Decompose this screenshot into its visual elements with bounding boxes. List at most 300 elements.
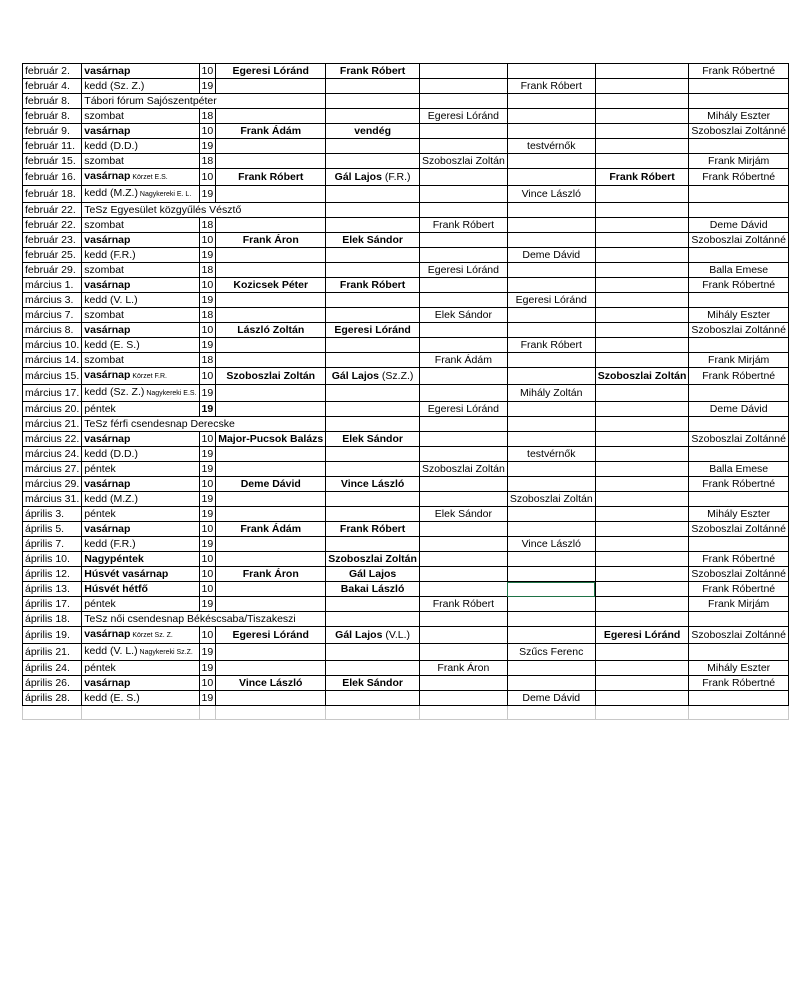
cell-date[interactable]: február 15.	[23, 154, 82, 169]
cell-day[interactable]	[82, 278, 199, 293]
cell-preacher[interactable]	[216, 169, 326, 186]
cell-col-6[interactable]	[507, 263, 595, 278]
cell-col-8[interactable]	[689, 492, 789, 507]
cell-preacher[interactable]	[216, 323, 326, 338]
cell-col-5[interactable]	[419, 94, 507, 109]
cell-day[interactable]	[82, 612, 326, 627]
cell-col-7[interactable]	[595, 432, 689, 447]
cell-col-7[interactable]	[595, 661, 689, 676]
cell-day[interactable]	[82, 233, 199, 248]
cell-day[interactable]	[82, 417, 326, 432]
cell-col-5[interactable]: Frank Áron	[419, 661, 507, 676]
cell-col-7[interactable]	[595, 218, 689, 233]
cell-col-5[interactable]: Elek Sándor	[419, 507, 507, 522]
cell-preacher[interactable]	[216, 567, 326, 582]
cell-col-6[interactable]: testvérnők	[507, 139, 595, 154]
cell-preacher[interactable]	[216, 385, 326, 402]
cell-preacher[interactable]	[216, 582, 326, 597]
cell-col-5[interactable]: Egeresi Lóránd	[419, 109, 507, 124]
cell-date[interactable]: március 31.	[23, 492, 82, 507]
cell-col-8[interactable]	[689, 248, 789, 263]
cell-time[interactable]: 19	[199, 447, 216, 462]
cell-time[interactable]: 18	[199, 308, 216, 323]
cell-col-6[interactable]	[507, 552, 595, 567]
cell-time[interactable]: 10	[199, 552, 216, 567]
cell-preacher[interactable]	[216, 676, 326, 691]
cell-day[interactable]	[82, 308, 199, 323]
cell-col-6[interactable]	[507, 64, 595, 79]
cell-liturgist[interactable]	[326, 169, 420, 186]
cell-day[interactable]	[82, 597, 199, 612]
cell-col-6[interactable]	[507, 278, 595, 293]
cell-preacher[interactable]	[216, 293, 326, 308]
cell-date[interactable]: április 12.	[23, 567, 82, 582]
cell-day[interactable]	[82, 218, 199, 233]
cell-col-5[interactable]: Egeresi Lóránd	[419, 263, 507, 278]
cell-preacher[interactable]	[216, 432, 326, 447]
cell-liturgist[interactable]	[326, 492, 420, 507]
cell-col-5[interactable]	[419, 169, 507, 186]
cell-col-8[interactable]	[689, 338, 789, 353]
cell-col-5[interactable]: Frank Róbert	[419, 597, 507, 612]
cell-col-6[interactable]	[507, 169, 595, 186]
cell-col-6[interactable]	[507, 477, 595, 492]
cell-preacher[interactable]	[216, 308, 326, 323]
cell-time[interactable]: 10	[199, 169, 216, 186]
cell-time[interactable]	[199, 402, 216, 417]
cell-day[interactable]	[82, 492, 199, 507]
cell-col-8[interactable]	[689, 691, 789, 706]
cell-liturgist[interactable]	[326, 567, 420, 582]
cell-liturgist[interactable]	[326, 338, 420, 353]
cell-col-6[interactable]	[507, 676, 595, 691]
cell-col-7[interactable]	[595, 507, 689, 522]
cell-date[interactable]: április 28.	[23, 691, 82, 706]
cell-day[interactable]	[82, 186, 199, 203]
cell-liturgist[interactable]	[326, 385, 420, 402]
cell-col-7[interactable]	[595, 109, 689, 124]
cell-col-8[interactable]: Frank Róbertné	[689, 676, 789, 691]
cell-col-8[interactable]: Frank Mirjám	[689, 597, 789, 612]
cell-col-5[interactable]	[419, 477, 507, 492]
cell-preacher[interactable]	[216, 233, 326, 248]
cell-date[interactable]: március 3.	[23, 293, 82, 308]
cell-col-6[interactable]	[507, 582, 595, 597]
cell-col-5[interactable]	[419, 278, 507, 293]
cell-liturgist[interactable]	[326, 263, 420, 278]
cell-col-6[interactable]: Egeresi Lóránd	[507, 293, 595, 308]
cell-col-6[interactable]	[507, 507, 595, 522]
cell-liturgist[interactable]	[326, 402, 420, 417]
cell-time[interactable]: 18	[199, 353, 216, 368]
cell-col-8[interactable]: Frank Róbertné	[689, 64, 789, 79]
cell-col-8[interactable]: Mihály Eszter	[689, 109, 789, 124]
cell-col-5[interactable]	[419, 552, 507, 567]
cell-col-6[interactable]	[507, 627, 595, 644]
cell-time[interactable]: 19	[199, 79, 216, 94]
cell-day[interactable]	[82, 385, 199, 402]
cell-col-8[interactable]: Szoboszlai Zoltánné	[689, 233, 789, 248]
cell-col-7[interactable]	[595, 124, 689, 139]
cell-preacher[interactable]	[216, 368, 326, 385]
cell-date[interactable]: február 2.	[23, 64, 82, 79]
cell-col-7[interactable]	[595, 477, 689, 492]
cell-col-7[interactable]	[595, 368, 689, 385]
cell-col-7[interactable]	[595, 169, 689, 186]
cell-time[interactable]: 10	[199, 582, 216, 597]
cell-day[interactable]	[82, 109, 199, 124]
cell-preacher[interactable]	[216, 278, 326, 293]
cell-col-8[interactable]	[689, 94, 789, 109]
cell-date[interactable]: február 25.	[23, 248, 82, 263]
cell-liturgist[interactable]	[326, 353, 420, 368]
cell-col-6[interactable]	[507, 462, 595, 477]
cell-liturgist[interactable]	[326, 203, 420, 218]
cell-day[interactable]	[82, 169, 199, 186]
cell-time[interactable]: 10	[199, 676, 216, 691]
cell-col-7[interactable]	[595, 353, 689, 368]
cell-time[interactable]: 19	[199, 293, 216, 308]
cell-col-7[interactable]	[595, 186, 689, 203]
cell-col-5[interactable]	[419, 567, 507, 582]
cell-day[interactable]	[82, 338, 199, 353]
cell-col-5[interactable]	[419, 338, 507, 353]
cell-date[interactable]: március 29.	[23, 477, 82, 492]
cell-col-6[interactable]	[507, 353, 595, 368]
cell-time[interactable]: 19	[199, 462, 216, 477]
cell-col-6[interactable]	[507, 567, 595, 582]
cell-col-5[interactable]: Szoboszlai Zoltán	[419, 154, 507, 169]
cell-liturgist[interactable]	[326, 507, 420, 522]
cell-col-5[interactable]	[419, 385, 507, 402]
cell-col-5[interactable]: Elek Sándor	[419, 308, 507, 323]
cell-time[interactable]: 19	[199, 338, 216, 353]
cell-col-8[interactable]: Frank Róbertné	[689, 477, 789, 492]
cell-day[interactable]	[82, 432, 199, 447]
cell-date[interactable]: március 21.	[23, 417, 82, 432]
cell-col-6[interactable]	[507, 233, 595, 248]
cell-col-5[interactable]	[419, 203, 507, 218]
cell-time[interactable]: 10	[199, 278, 216, 293]
cell-col-6[interactable]	[507, 402, 595, 417]
cell-col-6[interactable]	[507, 308, 595, 323]
cell-preacher[interactable]	[216, 644, 326, 661]
empty-cell[interactable]	[23, 706, 82, 720]
cell-col-6[interactable]: Frank Róbert	[507, 338, 595, 353]
cell-liturgist[interactable]	[326, 522, 420, 537]
cell-col-7[interactable]	[595, 139, 689, 154]
cell-preacher[interactable]	[216, 597, 326, 612]
cell-day[interactable]	[82, 64, 199, 79]
cell-liturgist[interactable]	[326, 644, 420, 661]
cell-liturgist[interactable]	[326, 154, 420, 169]
cell-col-5[interactable]	[419, 432, 507, 447]
empty-cell[interactable]	[199, 706, 216, 720]
cell-date[interactable]: február 8.	[23, 109, 82, 124]
cell-date[interactable]: március 14.	[23, 353, 82, 368]
cell-col-5[interactable]	[419, 691, 507, 706]
cell-liturgist[interactable]	[326, 278, 420, 293]
cell-liturgist[interactable]	[326, 612, 420, 627]
cell-date[interactable]: március 8.	[23, 323, 82, 338]
cell-preacher[interactable]	[216, 552, 326, 567]
cell-liturgist[interactable]	[326, 552, 420, 567]
cell-col-7[interactable]	[595, 338, 689, 353]
cell-col-7[interactable]	[595, 582, 689, 597]
cell-liturgist[interactable]	[326, 661, 420, 676]
cell-col-8[interactable]: Frank Róbertné	[689, 278, 789, 293]
cell-preacher[interactable]	[216, 353, 326, 368]
empty-cell[interactable]	[507, 706, 595, 720]
cell-time[interactable]: 19	[199, 492, 216, 507]
cell-day[interactable]	[82, 293, 199, 308]
cell-preacher[interactable]	[216, 462, 326, 477]
cell-date[interactable]: február 18.	[23, 186, 82, 203]
cell-col-8[interactable]: Frank Róbertné	[689, 582, 789, 597]
cell-liturgist[interactable]	[326, 432, 420, 447]
cell-liturgist[interactable]	[326, 308, 420, 323]
cell-col-5[interactable]	[419, 248, 507, 263]
cell-time[interactable]: 19	[199, 691, 216, 706]
empty-cell[interactable]	[326, 706, 420, 720]
cell-date[interactable]: április 7.	[23, 537, 82, 552]
empty-cell[interactable]	[216, 706, 326, 720]
cell-time[interactable]: 10	[199, 323, 216, 338]
cell-day[interactable]	[82, 507, 199, 522]
cell-col-6[interactable]	[507, 432, 595, 447]
cell-date[interactable]: február 4.	[23, 79, 82, 94]
cell-preacher[interactable]	[216, 402, 326, 417]
cell-time[interactable]: 18	[199, 109, 216, 124]
cell-day[interactable]	[82, 368, 199, 385]
cell-col-7[interactable]	[595, 691, 689, 706]
cell-col-6[interactable]: testvérnők	[507, 447, 595, 462]
cell-col-6[interactable]	[507, 124, 595, 139]
cell-date[interactable]: március 7.	[23, 308, 82, 323]
cell-preacher[interactable]	[216, 447, 326, 462]
cell-col-7[interactable]	[595, 278, 689, 293]
cell-col-8[interactable]: Szoboszlai Zoltánné	[689, 567, 789, 582]
cell-preacher[interactable]	[216, 627, 326, 644]
cell-liturgist[interactable]	[326, 64, 420, 79]
cell-col-7[interactable]	[595, 492, 689, 507]
cell-col-6[interactable]	[507, 417, 595, 432]
cell-liturgist[interactable]	[326, 368, 420, 385]
cell-date[interactable]: április 17.	[23, 597, 82, 612]
cell-col-6[interactable]: Szűcs Ferenc	[507, 644, 595, 661]
cell-col-7[interactable]	[595, 293, 689, 308]
cell-date[interactable]: február 29.	[23, 263, 82, 278]
cell-preacher[interactable]	[216, 139, 326, 154]
cell-liturgist[interactable]	[326, 139, 420, 154]
cell-preacher[interactable]	[216, 248, 326, 263]
cell-col-5[interactable]	[419, 644, 507, 661]
cell-time[interactable]: 10	[199, 477, 216, 492]
cell-preacher[interactable]	[216, 522, 326, 537]
cell-col-8[interactable]	[689, 139, 789, 154]
cell-col-8[interactable]: Szoboszlai Zoltánné	[689, 432, 789, 447]
cell-col-7[interactable]	[595, 462, 689, 477]
cell-col-5[interactable]	[419, 293, 507, 308]
cell-time[interactable]: 19	[199, 661, 216, 676]
cell-col-8[interactable]	[689, 612, 789, 627]
cell-col-6[interactable]	[507, 94, 595, 109]
cell-day[interactable]	[82, 323, 199, 338]
cell-day[interactable]	[82, 537, 199, 552]
cell-time[interactable]: 10	[199, 432, 216, 447]
cell-preacher[interactable]	[216, 507, 326, 522]
cell-preacher[interactable]	[216, 477, 326, 492]
cell-date[interactable]: március 15.	[23, 368, 82, 385]
cell-preacher[interactable]	[216, 64, 326, 79]
cell-liturgist[interactable]	[326, 94, 420, 109]
cell-col-8[interactable]: Frank Róbertné	[689, 368, 789, 385]
cell-time[interactable]: 19	[199, 186, 216, 203]
cell-col-5[interactable]	[419, 368, 507, 385]
cell-date[interactable]: április 13.	[23, 582, 82, 597]
cell-col-5[interactable]	[419, 124, 507, 139]
cell-col-7[interactable]	[595, 94, 689, 109]
cell-day[interactable]	[82, 627, 199, 644]
cell-col-6[interactable]	[507, 368, 595, 385]
cell-day[interactable]	[82, 353, 199, 368]
cell-date[interactable]: február 16.	[23, 169, 82, 186]
cell-col-8[interactable]: Frank Mirjám	[689, 154, 789, 169]
cell-liturgist[interactable]	[326, 462, 420, 477]
cell-preacher[interactable]	[216, 186, 326, 203]
cell-col-7[interactable]	[595, 248, 689, 263]
cell-time[interactable]: 19	[199, 385, 216, 402]
cell-liturgist[interactable]	[326, 186, 420, 203]
cell-col-5[interactable]	[419, 612, 507, 627]
cell-day[interactable]	[82, 447, 199, 462]
cell-col-5[interactable]	[419, 522, 507, 537]
cell-date[interactable]: március 20.	[23, 402, 82, 417]
cell-time[interactable]: 10	[199, 233, 216, 248]
cell-date[interactable]: április 18.	[23, 612, 82, 627]
cell-col-8[interactable]: Mihály Eszter	[689, 308, 789, 323]
cell-col-5[interactable]: Frank Ádám	[419, 353, 507, 368]
cell-date[interactable]: április 21.	[23, 644, 82, 661]
cell-time[interactable]: 19	[199, 537, 216, 552]
cell-col-5[interactable]	[419, 233, 507, 248]
cell-col-8[interactable]: Deme Dávid	[689, 218, 789, 233]
cell-col-6[interactable]	[507, 522, 595, 537]
cell-col-6[interactable]: Frank Róbert	[507, 79, 595, 94]
cell-col-6[interactable]	[507, 203, 595, 218]
cell-col-7[interactable]	[595, 522, 689, 537]
cell-date[interactable]: március 27.	[23, 462, 82, 477]
cell-day[interactable]	[82, 203, 326, 218]
cell-liturgist[interactable]	[326, 417, 420, 432]
cell-time[interactable]: 19	[199, 644, 216, 661]
cell-day[interactable]	[82, 522, 199, 537]
cell-date[interactable]: április 26.	[23, 676, 82, 691]
cell-col-7[interactable]	[595, 612, 689, 627]
cell-col-8[interactable]: Deme Dávid	[689, 402, 789, 417]
cell-liturgist[interactable]	[326, 447, 420, 462]
cell-col-8[interactable]	[689, 203, 789, 218]
cell-col-5[interactable]	[419, 139, 507, 154]
cell-liturgist[interactable]	[326, 79, 420, 94]
cell-col-7[interactable]	[595, 233, 689, 248]
cell-col-7[interactable]	[595, 203, 689, 218]
cell-preacher[interactable]	[216, 691, 326, 706]
cell-preacher[interactable]	[216, 79, 326, 94]
cell-col-7[interactable]	[595, 537, 689, 552]
cell-date[interactable]: április 3.	[23, 507, 82, 522]
cell-col-7[interactable]	[595, 447, 689, 462]
cell-preacher[interactable]	[216, 492, 326, 507]
cell-col-7[interactable]	[595, 154, 689, 169]
cell-day[interactable]	[82, 676, 199, 691]
cell-preacher[interactable]	[216, 218, 326, 233]
cell-date[interactable]: március 10.	[23, 338, 82, 353]
cell-day[interactable]	[82, 248, 199, 263]
cell-date[interactable]: február 22.	[23, 203, 82, 218]
cell-day[interactable]	[82, 582, 199, 597]
empty-cell[interactable]	[595, 706, 689, 720]
cell-col-5[interactable]	[419, 64, 507, 79]
cell-col-8[interactable]	[689, 186, 789, 203]
cell-col-8[interactable]: Szoboszlai Zoltánné	[689, 522, 789, 537]
cell-col-7[interactable]	[595, 385, 689, 402]
cell-col-7[interactable]	[595, 79, 689, 94]
cell-day[interactable]	[82, 94, 326, 109]
empty-cell[interactable]	[82, 706, 199, 720]
cell-liturgist[interactable]	[326, 597, 420, 612]
cell-col-8[interactable]	[689, 644, 789, 661]
cell-col-7[interactable]	[595, 567, 689, 582]
cell-day[interactable]	[82, 139, 199, 154]
cell-time[interactable]: 19	[199, 597, 216, 612]
cell-col-6[interactable]	[507, 612, 595, 627]
cell-col-8[interactable]	[689, 79, 789, 94]
cell-time[interactable]: 10	[199, 124, 216, 139]
cell-time[interactable]: 18	[199, 218, 216, 233]
cell-day[interactable]	[82, 477, 199, 492]
cell-col-8[interactable]	[689, 293, 789, 308]
cell-col-8[interactable]: Mihály Eszter	[689, 507, 789, 522]
cell-col-7[interactable]	[595, 597, 689, 612]
cell-liturgist[interactable]	[326, 293, 420, 308]
cell-col-8[interactable]: Szoboszlai Zoltánné	[689, 323, 789, 338]
cell-liturgist[interactable]	[326, 233, 420, 248]
cell-date[interactable]: március 24.	[23, 447, 82, 462]
cell-liturgist[interactable]	[326, 248, 420, 263]
cell-col-6[interactable]	[507, 661, 595, 676]
cell-day[interactable]	[82, 691, 199, 706]
cell-col-7[interactable]	[595, 263, 689, 278]
cell-liturgist[interactable]	[326, 691, 420, 706]
cell-time[interactable]: 10	[199, 368, 216, 385]
cell-date[interactable]: március 22.	[23, 432, 82, 447]
cell-col-6[interactable]	[507, 323, 595, 338]
empty-cell[interactable]	[689, 706, 789, 720]
cell-date[interactable]: április 10.	[23, 552, 82, 567]
cell-date[interactable]: február 22.	[23, 218, 82, 233]
cell-col-6[interactable]: Szoboszlai Zoltán	[507, 492, 595, 507]
cell-col-8[interactable]: Balla Emese	[689, 462, 789, 477]
cell-liturgist[interactable]	[326, 627, 420, 644]
cell-day[interactable]	[82, 552, 199, 567]
cell-col-5[interactable]: Egeresi Lóránd	[419, 402, 507, 417]
cell-date[interactable]: április 5.	[23, 522, 82, 537]
cell-col-7[interactable]	[595, 676, 689, 691]
cell-col-5[interactable]	[419, 79, 507, 94]
cell-time[interactable]: 19	[199, 507, 216, 522]
cell-col-8[interactable]	[689, 417, 789, 432]
